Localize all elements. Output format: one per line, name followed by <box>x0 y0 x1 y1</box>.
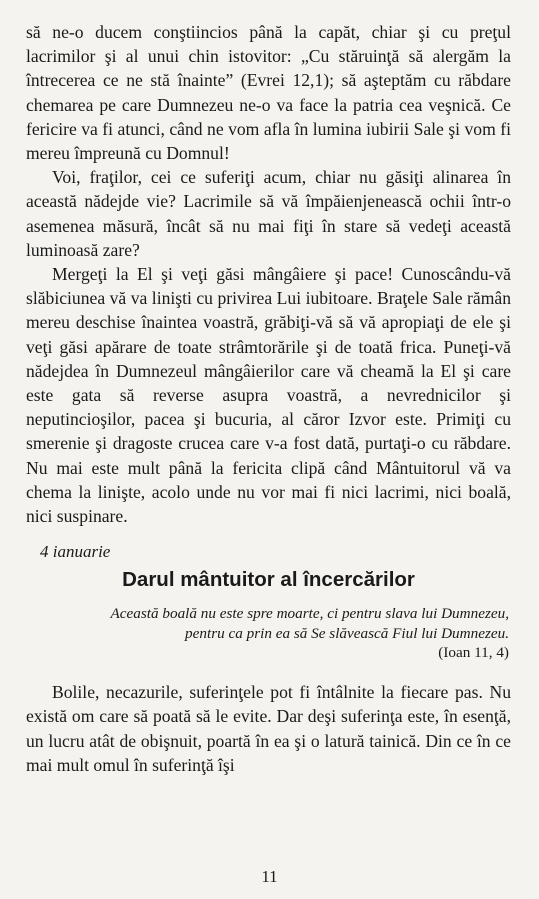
entry-title: Darul mântuitor al încercărilor <box>122 568 415 592</box>
epigraph-reference: (Ioan 11, 4) <box>438 644 509 662</box>
entry-date: 4 ianuarie <box>40 542 111 562</box>
epigraph-line-2: pentru ca prin ea să Se slăvească Fiul lui Dumnezeu. <box>185 625 509 643</box>
paragraph-go-to-him: Mergeţi la El şi veţi găsi mângâiere şi pace! Cunoscându-vă slăbiciunea vă va linişti cu privirea Lui iubitoare. Braţele Sale rămân mereu deschise înaintea voastră, grăbiţi-vă să vă apropiaţi de ele şi veţi găsi apărare de toate strâmtorările şi de toată frica. Puneţi-vă nădejdea în Dumnezeul mângâierilor care vă cheamă la El şi care este gata să reverse asupra voastră, a nevrednicilor şi neputincioşilor, pacea şi bucuria, al căror Izvor este. Primiţi cu smerenie şi dragoste crucea care v-a fost dată, purtaţi-o cu răbdare. Nu mai este mult până la fericita clipă când Mântuitorul vă va chema la linişte, acolo unde nu vor mai fi nici lacrimi, nici boală, nici suspinare. <box>26 264 511 527</box>
section-spacer <box>26 662 511 680</box>
paragraph-continuation: să ne-o ducem conştiincios până la capăt, chiar şi cu preţul lacrimilor şi al unui chin istovitor: „Cu stăruinţă să alergăm la întrecerea ce ne stă înainte” (Evrei 12,1); să aşteptăm cu răbdare chemarea pe care Dumnezeu ne-o va face la patria cea veşnică. Ce fericire va fi atunci, când ne vom afla în lumina iubirii Sale şi vom fi mereu împreună cu Domnul! <box>26 22 511 164</box>
epigraph-line-1: Această boală nu este spre moarte, ci pentru slava lui Dumnezeu, <box>110 605 509 623</box>
paragraph-brothers: Voi, fraţilor, cei ce suferiţi acum, chiar nu găsiţi alinarea în această nădejde vie? Lacrimile să vă împăienjenească ochii într-o asemenea măsură, încât să nu mai fiţi în stare să vedeţi această luminoasă zare? <box>26 167 511 260</box>
epigraph <box>26 604 511 662</box>
paragraph-illnesses: Bolile, necazurile, suferinţele pot fi întâlnite la fiecare pas. Nu există om care să poată să le evite. Dar deşi suferinţa este, în esenţă, un lucru atât de obişnuit, poartă în ea şi o latură tainică. Din ce în ce mai mult omul în suferinţă îşi <box>26 682 511 775</box>
page-number: 11 <box>261 867 278 886</box>
